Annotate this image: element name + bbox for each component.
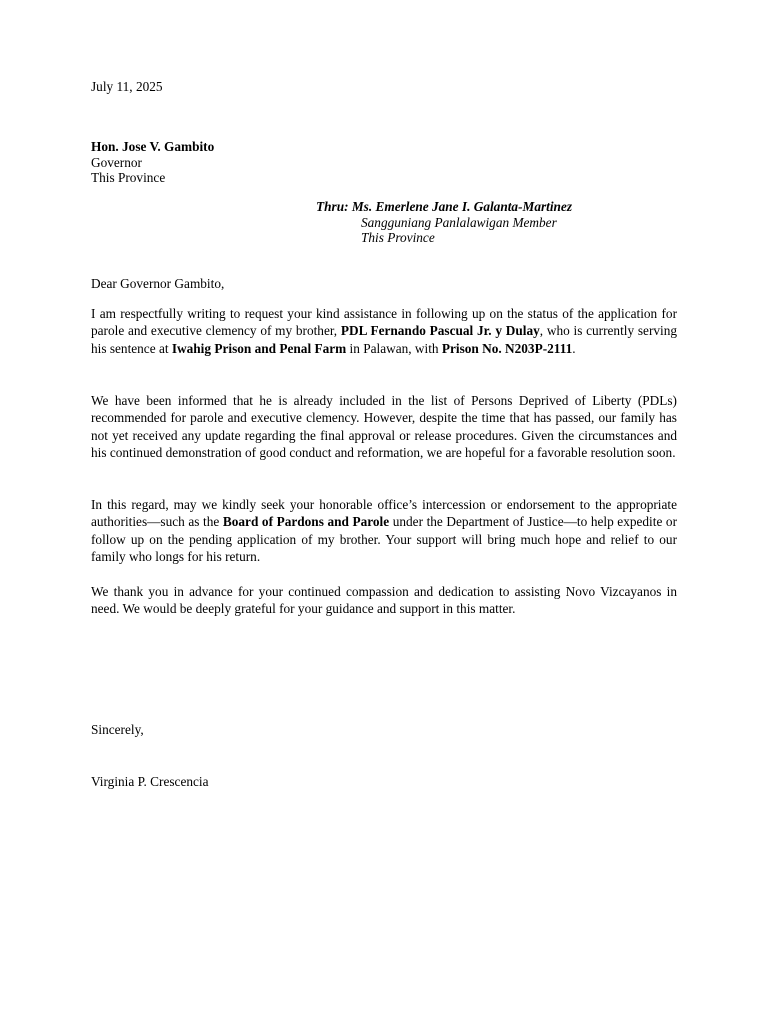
recipient-name: Hon. Jose V. Gambito bbox=[91, 139, 215, 154]
body-paragraph-1 bbox=[91, 305, 677, 357]
p1-text-1: I am respectfully writing to request your kind assistance in following up on the status of the application for parole and executive clemency of my brother, bbox=[91, 306, 677, 339]
body-paragraph-2: We have been informed that he is already included in the list of Persons Deprived of Liberty (PDLs) recommended for parole and executive clemency. However, despite the time that has passed, our family has not yet received any update regarding the final approval or release procedures. Given the circumstances and his continued demonstration of good conduct and reformation, we are hopeful for a favorable resolution soon. bbox=[91, 393, 677, 460]
p3-bold-board-name: Board of Pardons and Parole bbox=[222, 514, 390, 530]
recipient-title: Governor bbox=[91, 154, 142, 170]
p1-text-2: , who is currently serving his sentence at bbox=[91, 323, 678, 356]
thru-block bbox=[316, 199, 572, 246]
p1-bold-inmate-name: PDL Fernando Pascual Jr. y Dulay bbox=[340, 323, 540, 339]
p3-text-2: under the Department of Justice—to help expedite or follow up on the pending application of my brother. Your support will bring much hope and relief to our family who longs for his return. bbox=[91, 514, 678, 564]
salutation: Dear Governor Gambito, bbox=[91, 276, 225, 291]
recipient-location: This Province bbox=[91, 170, 166, 185]
recipient-block bbox=[91, 139, 214, 186]
p1-bold-prison-name: Iwahig Prison and Penal Farm bbox=[171, 340, 347, 356]
thru-location: This Province bbox=[361, 230, 435, 245]
p1-text-4: . bbox=[572, 340, 576, 356]
p1-bold-prison-number: Prison No. N203P-2111 bbox=[441, 340, 573, 356]
thru-name: Thru: Ms. Emerlene Jane I. Galanta-Martinez bbox=[316, 199, 572, 214]
letter-date: July 11, 2025 bbox=[91, 79, 163, 94]
thru-title: Sangguniang Panlalawigan Member bbox=[361, 214, 557, 230]
p3-text-1: In this regard, may we kindly seek your honorable office’s intercession or endorsement to the appropriate authorities—such as the bbox=[91, 497, 677, 530]
body-paragraph-4: We thank you in advance for your continued compassion and dedication to assisting Novo Vizcayanos in need. We would be deeply grateful for your guidance and support in this matter. bbox=[91, 584, 677, 617]
signatory-name: Virginia P. Crescencia bbox=[91, 774, 209, 789]
closing: Sincerely, bbox=[91, 722, 144, 737]
body-paragraph-3 bbox=[91, 496, 677, 565]
p1-text-3: in Palawan, with bbox=[346, 340, 442, 356]
